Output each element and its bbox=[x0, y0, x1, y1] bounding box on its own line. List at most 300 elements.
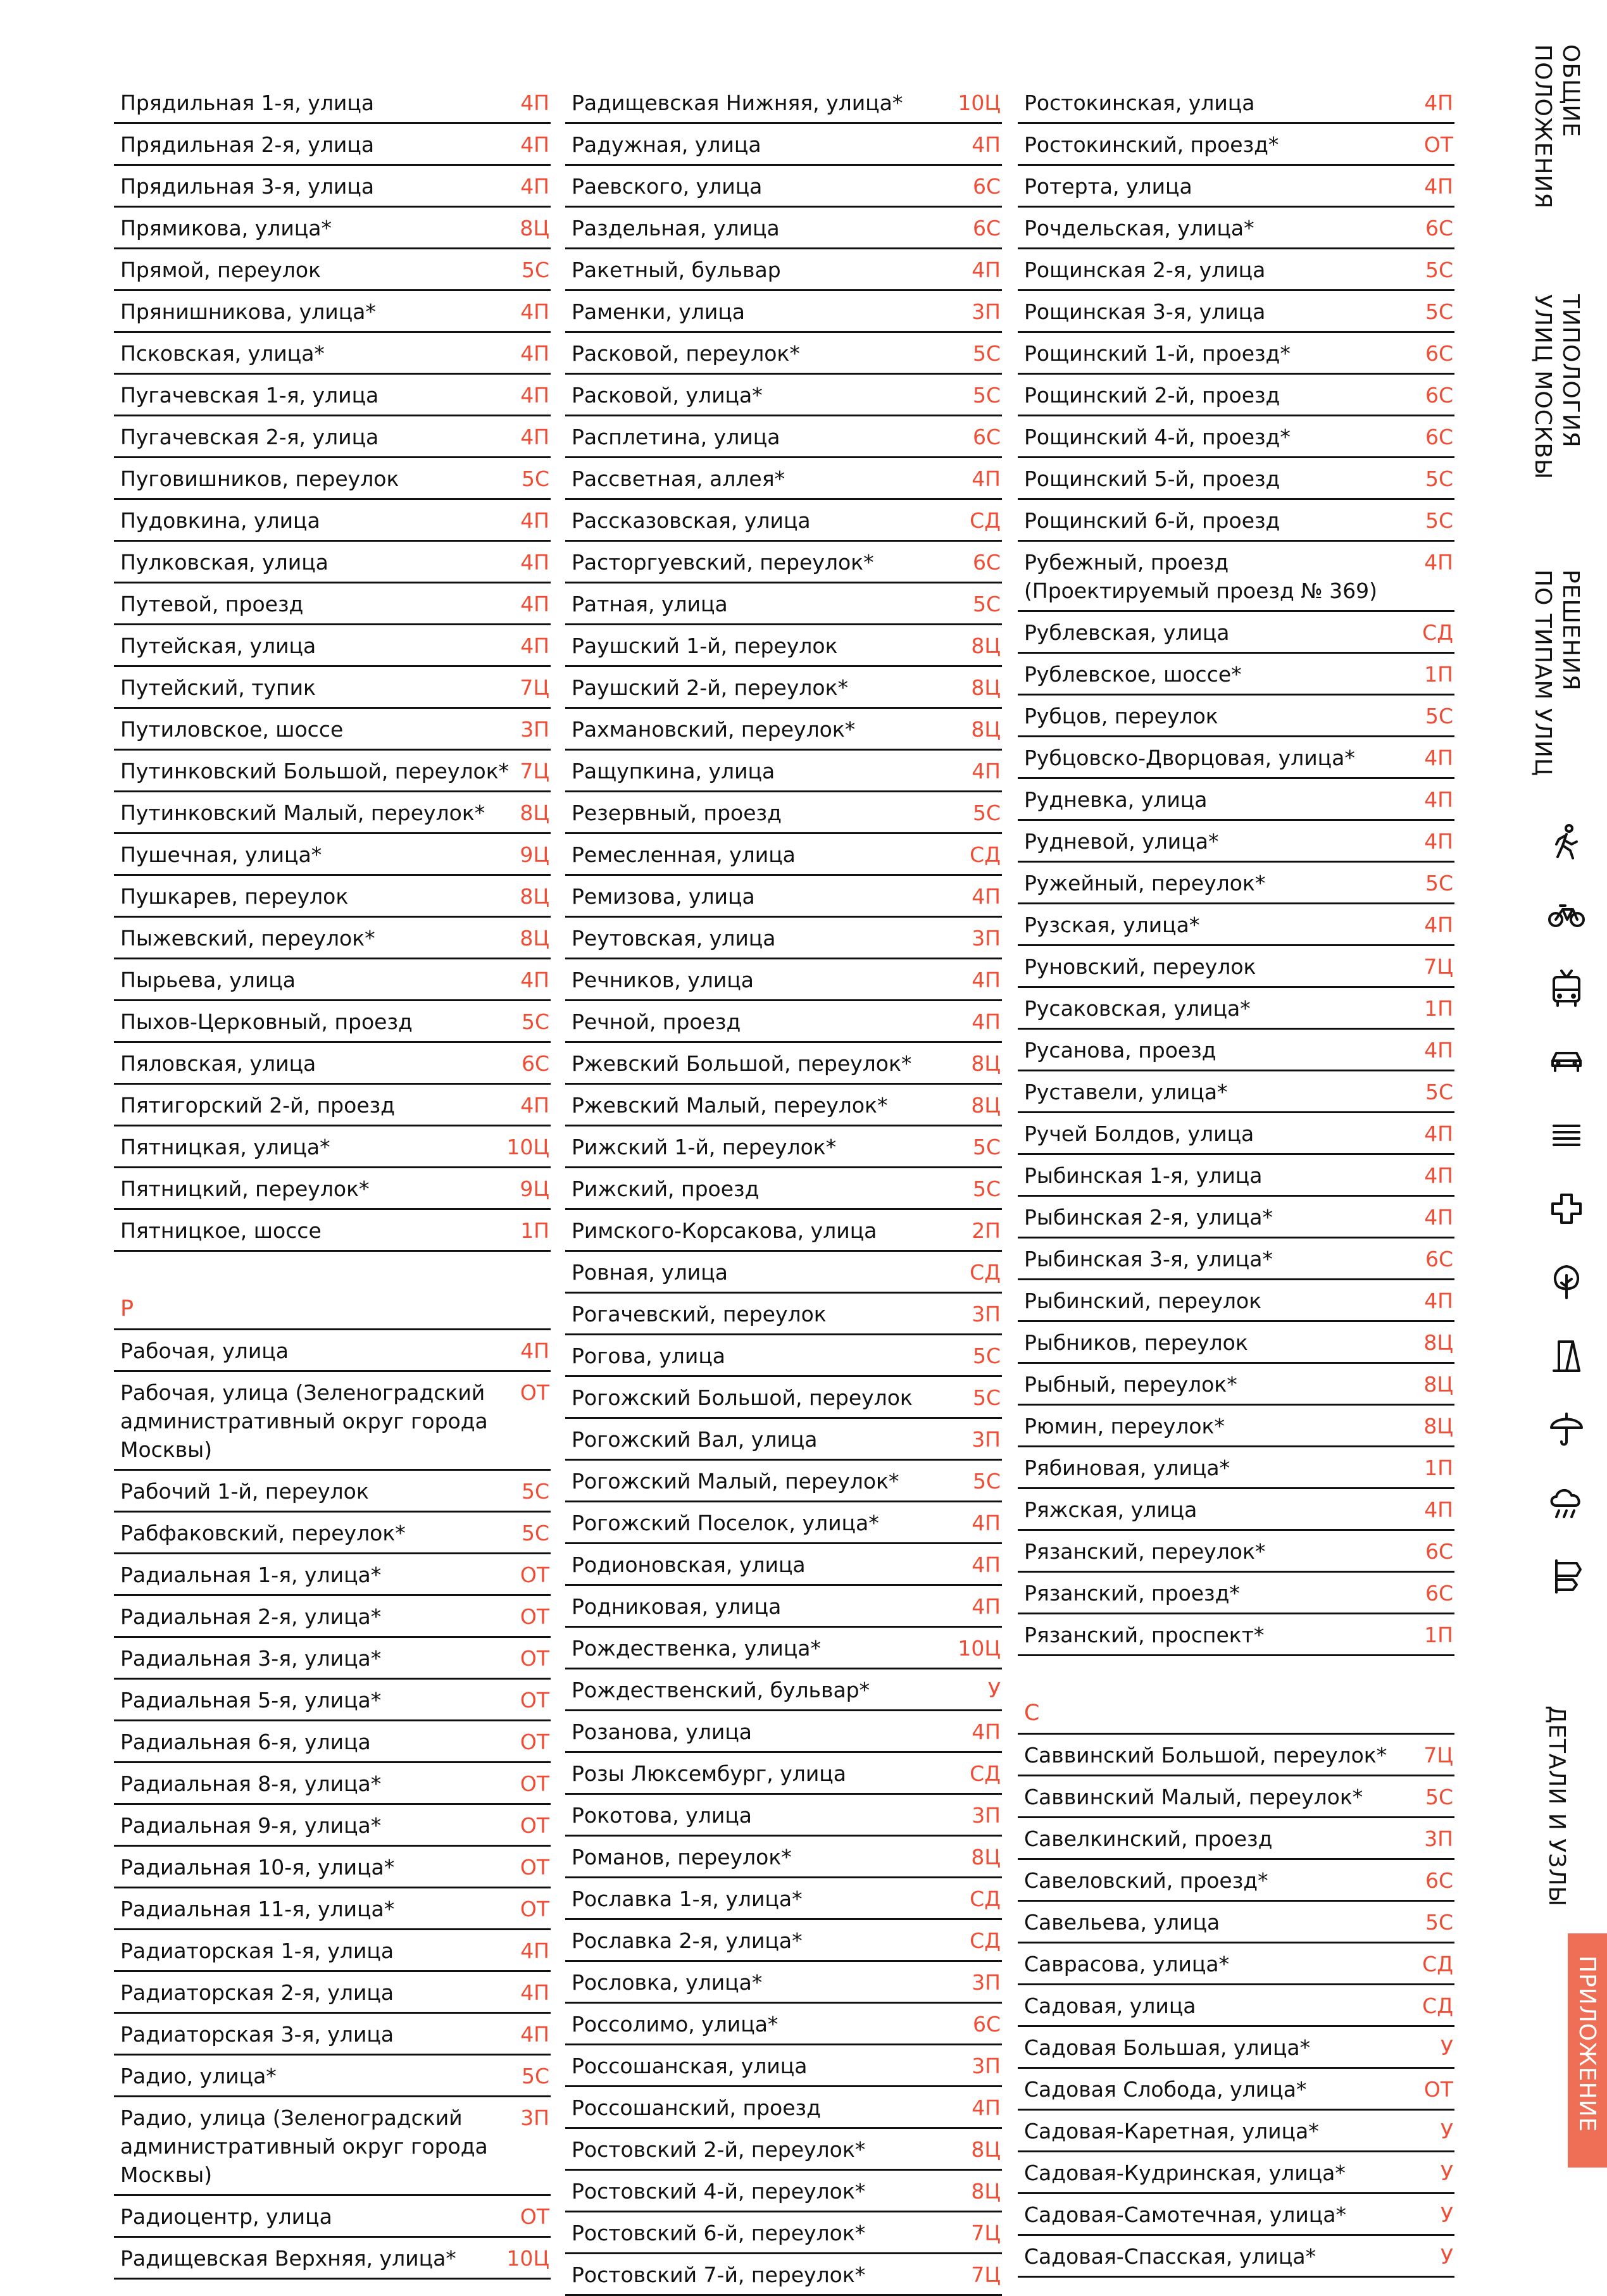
street-row bbox=[114, 876, 551, 918]
street-type-code: 8Ц bbox=[520, 884, 549, 909]
street-row bbox=[114, 792, 551, 834]
street-row bbox=[565, 1878, 1002, 1920]
street-name: Руновский, переулок bbox=[1024, 954, 1256, 979]
street-row bbox=[1018, 2069, 1454, 2111]
street-name: Расплетина, улица bbox=[572, 425, 780, 449]
street-row bbox=[114, 709, 551, 751]
street-row bbox=[565, 1962, 1002, 2004]
street-type-code: 5С bbox=[521, 1521, 549, 1545]
street-name: Рублевская, улица bbox=[1024, 620, 1230, 645]
street-row bbox=[1018, 1197, 1454, 1238]
street-type-code: ОТ bbox=[520, 1688, 549, 1713]
street-type-code: ОТ bbox=[520, 1604, 549, 1629]
street-name: Пулковская, улица bbox=[120, 550, 328, 575]
street-name: Пыжевский, переулок* bbox=[120, 926, 375, 951]
street-row bbox=[565, 1669, 1002, 1711]
street-name: Рословка, улица* bbox=[572, 1970, 763, 1995]
street-row bbox=[114, 1001, 551, 1043]
street-row bbox=[565, 2045, 1002, 2087]
street-row bbox=[1018, 1735, 1454, 1776]
street-type-code: 6С bbox=[972, 174, 1001, 199]
street-name: Рязанский, проезд* bbox=[1024, 1581, 1240, 1606]
street-type-code: 5С bbox=[1425, 1080, 1453, 1104]
street-name: Рыбный, переулок* bbox=[1024, 1372, 1237, 1397]
street-name: Пырьева, улица bbox=[120, 968, 296, 992]
street-type-code: 6С bbox=[1425, 1247, 1453, 1271]
street-type-code: У bbox=[1440, 2119, 1453, 2143]
street-row bbox=[114, 2014, 551, 2056]
street-row bbox=[1018, 1573, 1454, 1614]
street-name: Рогожский Вал, улица bbox=[572, 1427, 818, 1452]
tree-icon[interactable] bbox=[1548, 1263, 1585, 1301]
street-row bbox=[114, 416, 551, 458]
street-type-code: 4П bbox=[520, 132, 549, 157]
street-row bbox=[114, 375, 551, 416]
street-name: Прямикова, улица* bbox=[120, 216, 332, 240]
street-type-code: СД bbox=[970, 1761, 1001, 1786]
nav-section-general[interactable]: ОБЩИЕ ПОЛОЖЕНИЯ bbox=[1530, 44, 1584, 209]
street-type-code: 4П bbox=[1424, 1163, 1453, 1188]
street-row bbox=[1018, 821, 1454, 863]
street-row bbox=[114, 542, 551, 583]
street-name: Прямой, переулок bbox=[120, 258, 321, 282]
street-name: Ручей Болдов, улица bbox=[1024, 1121, 1254, 1146]
street-row bbox=[114, 333, 551, 375]
street-type-code: 5С bbox=[972, 1176, 1001, 1201]
street-name: Радиальная 11-я, улица* bbox=[120, 1897, 395, 1921]
street-name: Путейский, тупик bbox=[120, 675, 316, 700]
nav-section-appendix[interactable]: ПРИЛОЖЕНИЕ bbox=[1574, 1956, 1600, 2133]
street-name: Рощинский 5-й, проезд bbox=[1024, 466, 1280, 491]
street-name: Россошанский, проезд bbox=[572, 2095, 821, 2120]
bicycle-icon[interactable] bbox=[1548, 895, 1585, 933]
street-type-code: 4П bbox=[520, 968, 549, 992]
street-name: Романов, переулок* bbox=[572, 1845, 792, 1869]
street-row bbox=[114, 625, 551, 667]
street-row bbox=[565, 792, 1002, 834]
street-row bbox=[565, 834, 1002, 876]
street-row bbox=[1018, 2194, 1454, 2236]
street-type-code: 6С bbox=[972, 2012, 1001, 2037]
street-type-code: 4П bbox=[520, 1980, 549, 2005]
street-name: Рославка 2-я, улица* bbox=[572, 1928, 803, 1953]
street-name: Русаковская, улица* bbox=[1024, 996, 1251, 1021]
street-type-code: 5С bbox=[521, 2064, 549, 2088]
street-row bbox=[565, 333, 1002, 375]
street-name: Розанова, улица bbox=[572, 1719, 753, 1744]
street-row bbox=[565, 751, 1002, 792]
street-type-code: 1П bbox=[520, 1218, 549, 1243]
street-name: Ращупкина, улица bbox=[572, 759, 775, 783]
street-row bbox=[565, 918, 1002, 959]
street-row bbox=[1018, 946, 1454, 988]
street-type-code: 3П bbox=[972, 2054, 1001, 2078]
street-type-code: 6С bbox=[1425, 425, 1453, 449]
street-row bbox=[565, 1795, 1002, 1837]
street-name: Садовая-Кудринская, улица* bbox=[1024, 2161, 1346, 2185]
street-name: Пуговишников, переулок bbox=[120, 466, 399, 491]
street-type-code: 4П bbox=[520, 508, 549, 533]
street-row bbox=[114, 1763, 551, 1805]
column-1 bbox=[114, 82, 551, 2280]
street-row bbox=[1018, 1943, 1454, 1985]
street-row bbox=[565, 959, 1002, 1001]
street-type-code: 4П bbox=[972, 1511, 1001, 1535]
street-row bbox=[1018, 291, 1454, 333]
street-type-code: 5С bbox=[1425, 258, 1453, 282]
street-type-code: 8Ц bbox=[1423, 1372, 1453, 1397]
street-row bbox=[114, 1721, 551, 1763]
street-row bbox=[565, 458, 1002, 500]
street-name: Руставели, улица* bbox=[1024, 1080, 1228, 1104]
street-row bbox=[114, 1888, 551, 1930]
street-type-code: 5С bbox=[972, 1135, 1001, 1159]
street-name: Радиаторская 2-я, улица bbox=[120, 1980, 394, 2005]
street-row bbox=[114, 959, 551, 1001]
street-row bbox=[1018, 333, 1454, 375]
street-row bbox=[1018, 779, 1454, 821]
trolleybus-icon[interactable] bbox=[1548, 970, 1585, 1008]
street-row bbox=[1018, 2236, 1454, 2278]
street-type-code: 4П bbox=[1424, 913, 1453, 937]
street-name: Рубцов, переулок bbox=[1024, 704, 1218, 728]
street-name: Рогожский Малый, переулок* bbox=[572, 1469, 899, 1494]
street-row bbox=[114, 166, 551, 208]
street-row bbox=[565, 82, 1002, 124]
street-type-code: 10Ц bbox=[506, 1135, 549, 1159]
street-type-code: 4П bbox=[972, 968, 1001, 992]
street-type-code: 4П bbox=[972, 884, 1001, 909]
street-type-code: 7Ц bbox=[971, 2221, 1001, 2245]
street-type-code: 3П bbox=[520, 717, 549, 742]
street-name: Рождественский, бульвар* bbox=[572, 1678, 870, 1702]
nav-section-solutions[interactable]: РЕШЕНИЯ ПО ТИПАМ УЛИЦ bbox=[1530, 570, 1584, 777]
street-row bbox=[1018, 249, 1454, 291]
street-name: Прядильная 2-я, улица bbox=[120, 132, 375, 157]
street-name: Русанова, проезд bbox=[1024, 1038, 1216, 1063]
street-name: Ротерта, улица bbox=[1024, 174, 1192, 199]
medical-cross-icon[interactable] bbox=[1548, 1190, 1585, 1228]
street-name: Садовая Большая, улица* bbox=[1024, 2035, 1311, 2060]
street-type-code: 4П bbox=[520, 592, 549, 616]
street-type-code: 4П bbox=[520, 341, 549, 366]
street-name: Расковой, улица* bbox=[572, 383, 763, 408]
street-type-code: 4П bbox=[1424, 829, 1453, 854]
street-row bbox=[114, 1210, 551, 1252]
street-name: Рубежный, проезд (Проектируемый проезд № 369) bbox=[1024, 550, 1377, 603]
street-name: Радиоцентр, улица bbox=[120, 2204, 332, 2229]
street-row bbox=[565, 1920, 1002, 1962]
street-row bbox=[114, 1638, 551, 1680]
street-row bbox=[565, 1502, 1002, 1544]
street-name: Радиальная 6-я, улица bbox=[120, 1730, 371, 1754]
signboard-icon[interactable] bbox=[1548, 1557, 1585, 1595]
street-type-code: 9Ц bbox=[520, 842, 549, 867]
street-type-code: У bbox=[1440, 2035, 1453, 2060]
street-row bbox=[565, 709, 1002, 751]
street-name: Римского-Корсакова, улица bbox=[572, 1218, 877, 1243]
street-row bbox=[114, 1043, 551, 1085]
street-type-code: 10Ц bbox=[958, 90, 1001, 115]
street-type-code: 8Ц bbox=[971, 2179, 1001, 2204]
street-row bbox=[1018, 1071, 1454, 1113]
street-type-code: 8Ц bbox=[971, 675, 1001, 700]
street-row bbox=[1018, 2027, 1454, 2069]
street-row bbox=[565, 2004, 1002, 2045]
street-row bbox=[114, 1372, 551, 1471]
street-name: Родниковая, улица bbox=[572, 1594, 782, 1619]
street-name: Рощинский 2-й, проезд bbox=[1024, 383, 1280, 408]
street-type-code: 4П bbox=[520, 425, 549, 449]
street-type-code: 7Ц bbox=[1423, 1743, 1453, 1768]
umbrella-icon[interactable] bbox=[1548, 1410, 1585, 1448]
street-type-code: 4П bbox=[520, 1338, 549, 1363]
street-name: Рюмин, переулок* bbox=[1024, 1414, 1225, 1438]
street-row bbox=[565, 1126, 1002, 1168]
street-type-code: 4П bbox=[972, 466, 1001, 491]
street-row bbox=[565, 416, 1002, 458]
street-row bbox=[565, 208, 1002, 249]
car-icon[interactable] bbox=[1548, 1043, 1585, 1081]
street-name: Радиаторская 1-я, улица bbox=[120, 1938, 394, 1963]
street-row bbox=[1018, 1447, 1454, 1489]
street-row bbox=[1018, 1322, 1454, 1364]
street-name: Рощинский 1-й, проезд* bbox=[1024, 341, 1291, 366]
street-type-code: 4П bbox=[1424, 1288, 1453, 1313]
street-type-code: 7Ц bbox=[520, 759, 549, 783]
street-type-code: 8Ц bbox=[971, 1845, 1001, 1869]
pedestrian-icon[interactable] bbox=[1548, 823, 1585, 861]
crosswalk-icon[interactable] bbox=[1548, 1117, 1585, 1155]
street-row bbox=[114, 2196, 551, 2238]
street-name: Ростокинский, проезд* bbox=[1024, 132, 1279, 157]
street-row bbox=[114, 1847, 551, 1888]
street-type-code: 2П bbox=[972, 1218, 1001, 1243]
nav-section-typology[interactable]: ТИПОЛОГИЯ УЛИЦ МОСКВЫ bbox=[1530, 294, 1584, 480]
street-row bbox=[114, 82, 551, 124]
street-name: Раушский 1-й, переулок bbox=[572, 633, 838, 658]
street-type-code: 4П bbox=[972, 258, 1001, 282]
street-name: Рыбинская 2-я, улица* bbox=[1024, 1205, 1273, 1230]
street-name: Рокотова, улица bbox=[572, 1803, 753, 1828]
street-row bbox=[565, 124, 1002, 166]
street-row bbox=[1018, 1985, 1454, 2027]
street-type-code: 3П bbox=[972, 1302, 1001, 1326]
street-row bbox=[114, 249, 551, 291]
street-row bbox=[114, 1680, 551, 1721]
street-type-code: 4П bbox=[1424, 1121, 1453, 1146]
street-row bbox=[114, 834, 551, 876]
street-row bbox=[114, 1596, 551, 1638]
street-name: Рогачевский, переулок bbox=[572, 1302, 827, 1326]
street-type-code: 3П bbox=[972, 1427, 1001, 1452]
street-type-code: ОТ bbox=[520, 1563, 549, 1587]
street-name: Рощинская 3-я, улица bbox=[1024, 299, 1266, 324]
street-name: Раевского, улица bbox=[572, 174, 763, 199]
street-name: Речников, улица bbox=[572, 968, 754, 992]
street-name: Радиальная 2-я, улица* bbox=[120, 1604, 382, 1629]
street-row bbox=[565, 625, 1002, 667]
street-type-code: 8Ц bbox=[520, 801, 549, 825]
street-row bbox=[1018, 1155, 1454, 1197]
street-type-code: 1П bbox=[1424, 1623, 1453, 1647]
street-type-code: ОТ bbox=[1423, 132, 1453, 157]
street-row bbox=[114, 1471, 551, 1513]
lamp-post-icon[interactable] bbox=[1548, 1337, 1585, 1375]
street-row bbox=[114, 667, 551, 709]
street-name: Ратная, улица bbox=[572, 592, 728, 616]
street-name: Рогожский Большой, переулок bbox=[572, 1385, 913, 1410]
street-name: Расковой, переулок* bbox=[572, 341, 800, 366]
street-type-code: 6С bbox=[1425, 341, 1453, 366]
nav-section-details[interactable]: ДЕТАЛИ И УЗЛЫ bbox=[1544, 1706, 1570, 1907]
street-name: Раздельная, улица bbox=[572, 216, 780, 240]
street-name: Ремесленная, улица bbox=[572, 842, 796, 867]
street-type-code: 5С bbox=[972, 1344, 1001, 1368]
street-name: Радио, улица* bbox=[120, 2064, 277, 2088]
street-name: Раменки, улица bbox=[572, 299, 746, 324]
street-type-code: 6С bbox=[1425, 1868, 1453, 1893]
street-name: Псковская, улица* bbox=[120, 341, 325, 366]
street-type-code: СД bbox=[970, 842, 1001, 867]
street-row bbox=[565, 2254, 1002, 2296]
street-name: Радиальная 3-я, улица* bbox=[120, 1646, 382, 1671]
street-row bbox=[565, 1711, 1002, 1753]
street-type-code: ОТ bbox=[520, 1380, 549, 1405]
street-type-code: 3П bbox=[1424, 1826, 1453, 1851]
street-row bbox=[1018, 696, 1454, 737]
street-name: Савелкинский, проезд bbox=[1024, 1826, 1273, 1851]
street-row bbox=[565, 1335, 1002, 1377]
street-type-code: 5С bbox=[1425, 871, 1453, 895]
street-name: Радиальная 9-я, улица* bbox=[120, 1813, 382, 1838]
section-gap bbox=[114, 1252, 551, 1291]
street-type-code: СД bbox=[970, 1260, 1001, 1285]
street-name: Пыхов-Церковный, проезд bbox=[120, 1009, 413, 1034]
column-2 bbox=[565, 82, 1002, 2296]
street-type-code: СД bbox=[970, 1887, 1001, 1911]
street-row bbox=[565, 667, 1002, 709]
street-type-code: 5С bbox=[521, 1009, 549, 1034]
street-name: Саввинский Большой, переулок* bbox=[1024, 1743, 1387, 1768]
street-row bbox=[1018, 1364, 1454, 1406]
rain-cloud-icon[interactable] bbox=[1548, 1484, 1585, 1522]
street-row bbox=[114, 1126, 551, 1168]
street-type-code: 5С bbox=[521, 1479, 549, 1504]
street-name: Пугачевская 1-я, улица bbox=[120, 383, 379, 408]
street-type-code: 5С bbox=[1425, 1910, 1453, 1935]
street-name: Рублевское, шоссе* bbox=[1024, 662, 1242, 687]
street-name: Радищевская Нижняя, улица* bbox=[572, 90, 903, 115]
street-type-code: 4П bbox=[1424, 1497, 1453, 1522]
street-name: Рыбинская 3-я, улица* bbox=[1024, 1247, 1273, 1271]
street-row bbox=[114, 583, 551, 625]
street-type-code: 6С bbox=[1425, 1581, 1453, 1606]
street-row bbox=[114, 1554, 551, 1596]
street-type-code: 3П bbox=[972, 1970, 1001, 1995]
street-name: Ракетный, бульвар bbox=[572, 258, 781, 282]
street-type-code: 5С bbox=[521, 258, 549, 282]
street-type-code: 4П bbox=[972, 1719, 1001, 1744]
street-name: Радиальная 8-я, улица* bbox=[120, 1771, 382, 1796]
street-row bbox=[1018, 2152, 1454, 2194]
street-name: Ружейный, переулок* bbox=[1024, 871, 1266, 895]
street-row bbox=[565, 1252, 1002, 1294]
street-type-code: 4П bbox=[1424, 90, 1453, 115]
street-type-code: 7Ц bbox=[971, 2262, 1001, 2287]
street-row bbox=[114, 458, 551, 500]
street-name: Ровная, улица bbox=[572, 1260, 728, 1285]
street-name: Россолимо, улица* bbox=[572, 2012, 778, 2037]
street-name: Ржевский Малый, переулок* bbox=[572, 1093, 888, 1118]
street-row bbox=[1018, 988, 1454, 1030]
street-row bbox=[114, 208, 551, 249]
street-name: Реутовская, улица bbox=[572, 926, 776, 951]
street-type-code: 1П bbox=[1424, 1456, 1453, 1480]
street-type-code: СД bbox=[970, 1928, 1001, 1953]
street-type-code: 5С bbox=[972, 383, 1001, 408]
street-name: Ростовский 6-й, переулок* bbox=[572, 2221, 866, 2245]
street-row bbox=[565, 2129, 1002, 2171]
street-type-code: 4П bbox=[972, 2095, 1001, 2120]
street-type-code: 3П bbox=[972, 299, 1001, 324]
street-type-code: 6С bbox=[972, 425, 1001, 449]
street-row bbox=[1018, 612, 1454, 654]
street-name: Пятницкое, шоссе bbox=[120, 1218, 322, 1243]
street-type-code: 8Ц bbox=[971, 717, 1001, 742]
street-name: Рахмановский, переулок* bbox=[572, 717, 856, 742]
street-type-code: 5С bbox=[1425, 508, 1453, 533]
street-name: Ростовский 4-й, переулок* bbox=[572, 2179, 866, 2204]
street-type-code: СД bbox=[1422, 1993, 1453, 2018]
street-row bbox=[565, 500, 1002, 542]
street-name: Рабочая, улица bbox=[120, 1338, 289, 1363]
street-type-code: 4П bbox=[972, 132, 1001, 157]
street-name: Рудневка, улица bbox=[1024, 787, 1208, 812]
street-row bbox=[1018, 1489, 1454, 1531]
street-type-code: 8Ц bbox=[971, 2137, 1001, 2162]
street-name: Рудневой, улица* bbox=[1024, 829, 1219, 854]
street-type-code: 4П bbox=[520, 299, 549, 324]
street-type-code: 4П bbox=[520, 174, 549, 199]
street-type-code: 8Ц bbox=[971, 1051, 1001, 1076]
street-name: Рубцовско-Дворцовая, улица* bbox=[1024, 746, 1355, 770]
street-type-code: ОТ bbox=[520, 1730, 549, 1754]
street-row bbox=[565, 1419, 1002, 1461]
street-name: Розы Люксембург, улица bbox=[572, 1761, 846, 1786]
street-row bbox=[1018, 1776, 1454, 1818]
street-name: Рыбинская 1-я, улица bbox=[1024, 1163, 1263, 1188]
street-type-code: 6С bbox=[1425, 216, 1453, 240]
street-name: Рощинский 4-й, проезд* bbox=[1024, 425, 1291, 449]
street-type-code: 5С bbox=[972, 1469, 1001, 1494]
street-name: Пяловская, улица bbox=[120, 1051, 316, 1076]
street-type-code: 5С bbox=[1425, 1785, 1453, 1809]
street-row bbox=[565, 1294, 1002, 1335]
street-row bbox=[1018, 737, 1454, 779]
alphabet-letter-heading: Р bbox=[114, 1291, 551, 1330]
street-row bbox=[1018, 166, 1454, 208]
street-row bbox=[114, 918, 551, 959]
street-row bbox=[114, 2097, 551, 2196]
street-row bbox=[1018, 2111, 1454, 2152]
street-type-code: 10Ц bbox=[958, 1636, 1001, 1661]
street-row bbox=[565, 1544, 1002, 1586]
street-name: Савельева, улица bbox=[1024, 1910, 1220, 1935]
street-row bbox=[1018, 416, 1454, 458]
street-type-code: 4П bbox=[972, 1594, 1001, 1619]
street-row bbox=[565, 1461, 1002, 1502]
